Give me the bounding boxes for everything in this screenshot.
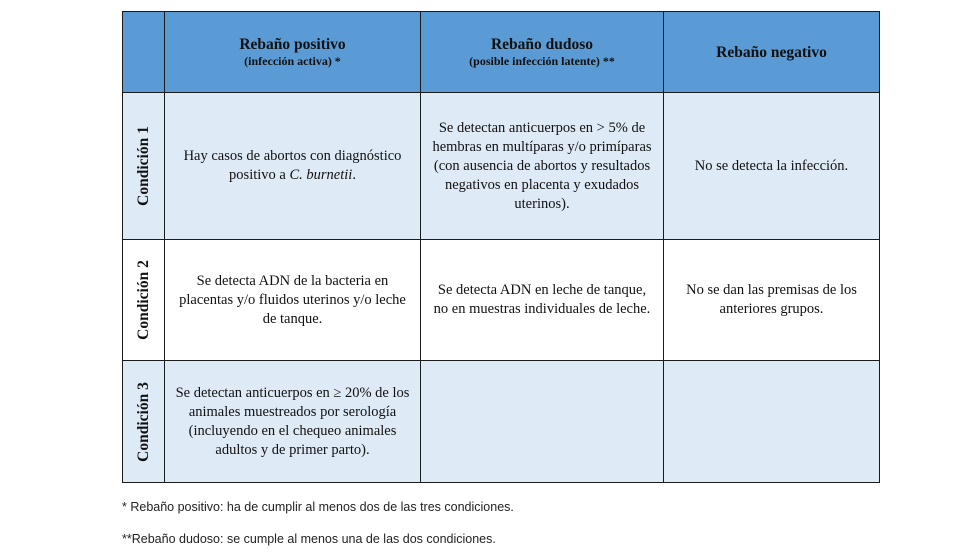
header-doubtful (421, 12, 664, 93)
corner-cell (123, 12, 165, 93)
cell-positive-text-end: . (352, 167, 356, 183)
table-row-condition-2 (123, 240, 880, 361)
table-row-condition-1 (123, 93, 880, 240)
header-negative-title: Rebaño negativo (716, 43, 827, 61)
cell-positive (165, 240, 421, 361)
cell-doubtful-text: Se detecta ADN en leche de tanque, no en muestras individuales de leche. (433, 282, 651, 317)
cell-positive-text (175, 147, 410, 185)
herd-classification-table (122, 11, 879, 481)
cell-negative (664, 240, 880, 361)
header-doubtful-subtitle: (posible infección latente) ** (469, 54, 615, 68)
row-label-cell (123, 240, 165, 361)
row-label: Condición 3 (134, 381, 152, 462)
cell-negative-text: No se detecta la infección. (694, 157, 849, 174)
cell-positive-text: Se detectan anticuerpos en ≥ 20% de los animales muestreados por serología (incluyendo en el chequeo animales adultos y de primer parto). (175, 384, 410, 458)
cell-doubtful (421, 361, 664, 483)
cell-negative (664, 93, 880, 240)
footnote-doubtful: **Rebaño dudoso: se cumple al menos una de las dos condiciones. (122, 532, 496, 546)
row-label: Condición 2 (134, 260, 152, 340)
header-positive-subtitle: (infección activa) * (244, 54, 341, 68)
species-name: C. burnetii (289, 167, 353, 183)
cell-positive (165, 93, 421, 240)
row-label: Condición 1 (134, 126, 152, 206)
cell-positive-text: Se detecta ADN de la bacteria en placentas y/o fluidos uterinos y/o leche de tanque. (179, 272, 406, 327)
cell-negative-text: No se dan las premisas de los anteriores grupos. (686, 282, 857, 317)
header-positive-title: Rebaño positivo (239, 36, 346, 53)
row-label-cell (123, 361, 165, 483)
header-row (123, 12, 880, 93)
cell-doubtful (421, 93, 664, 240)
header-negative (664, 12, 880, 93)
cell-positive-text-start: Hay casos de abortos con diagnóstico positivo a (183, 148, 402, 183)
row-label-cell (123, 93, 165, 240)
table-row-condition-3 (123, 361, 880, 483)
footnote-positive: * Rebaño positivo: ha de cumplir al menos dos de las tres condiciones. (122, 500, 514, 514)
cell-doubtful (421, 240, 664, 361)
header-positive (165, 12, 421, 93)
cell-negative (664, 361, 880, 483)
cell-positive (165, 361, 421, 483)
cell-doubtful-text: Se detectan anticuerpos en > 5% de hembras en multíparas y/o primíparas (con ausencia de abortos y resultados negativos en placenta y exudados uterinos). (432, 119, 652, 212)
header-doubtful-title: Rebaño dudoso (490, 36, 594, 53)
classification-table (122, 11, 880, 483)
